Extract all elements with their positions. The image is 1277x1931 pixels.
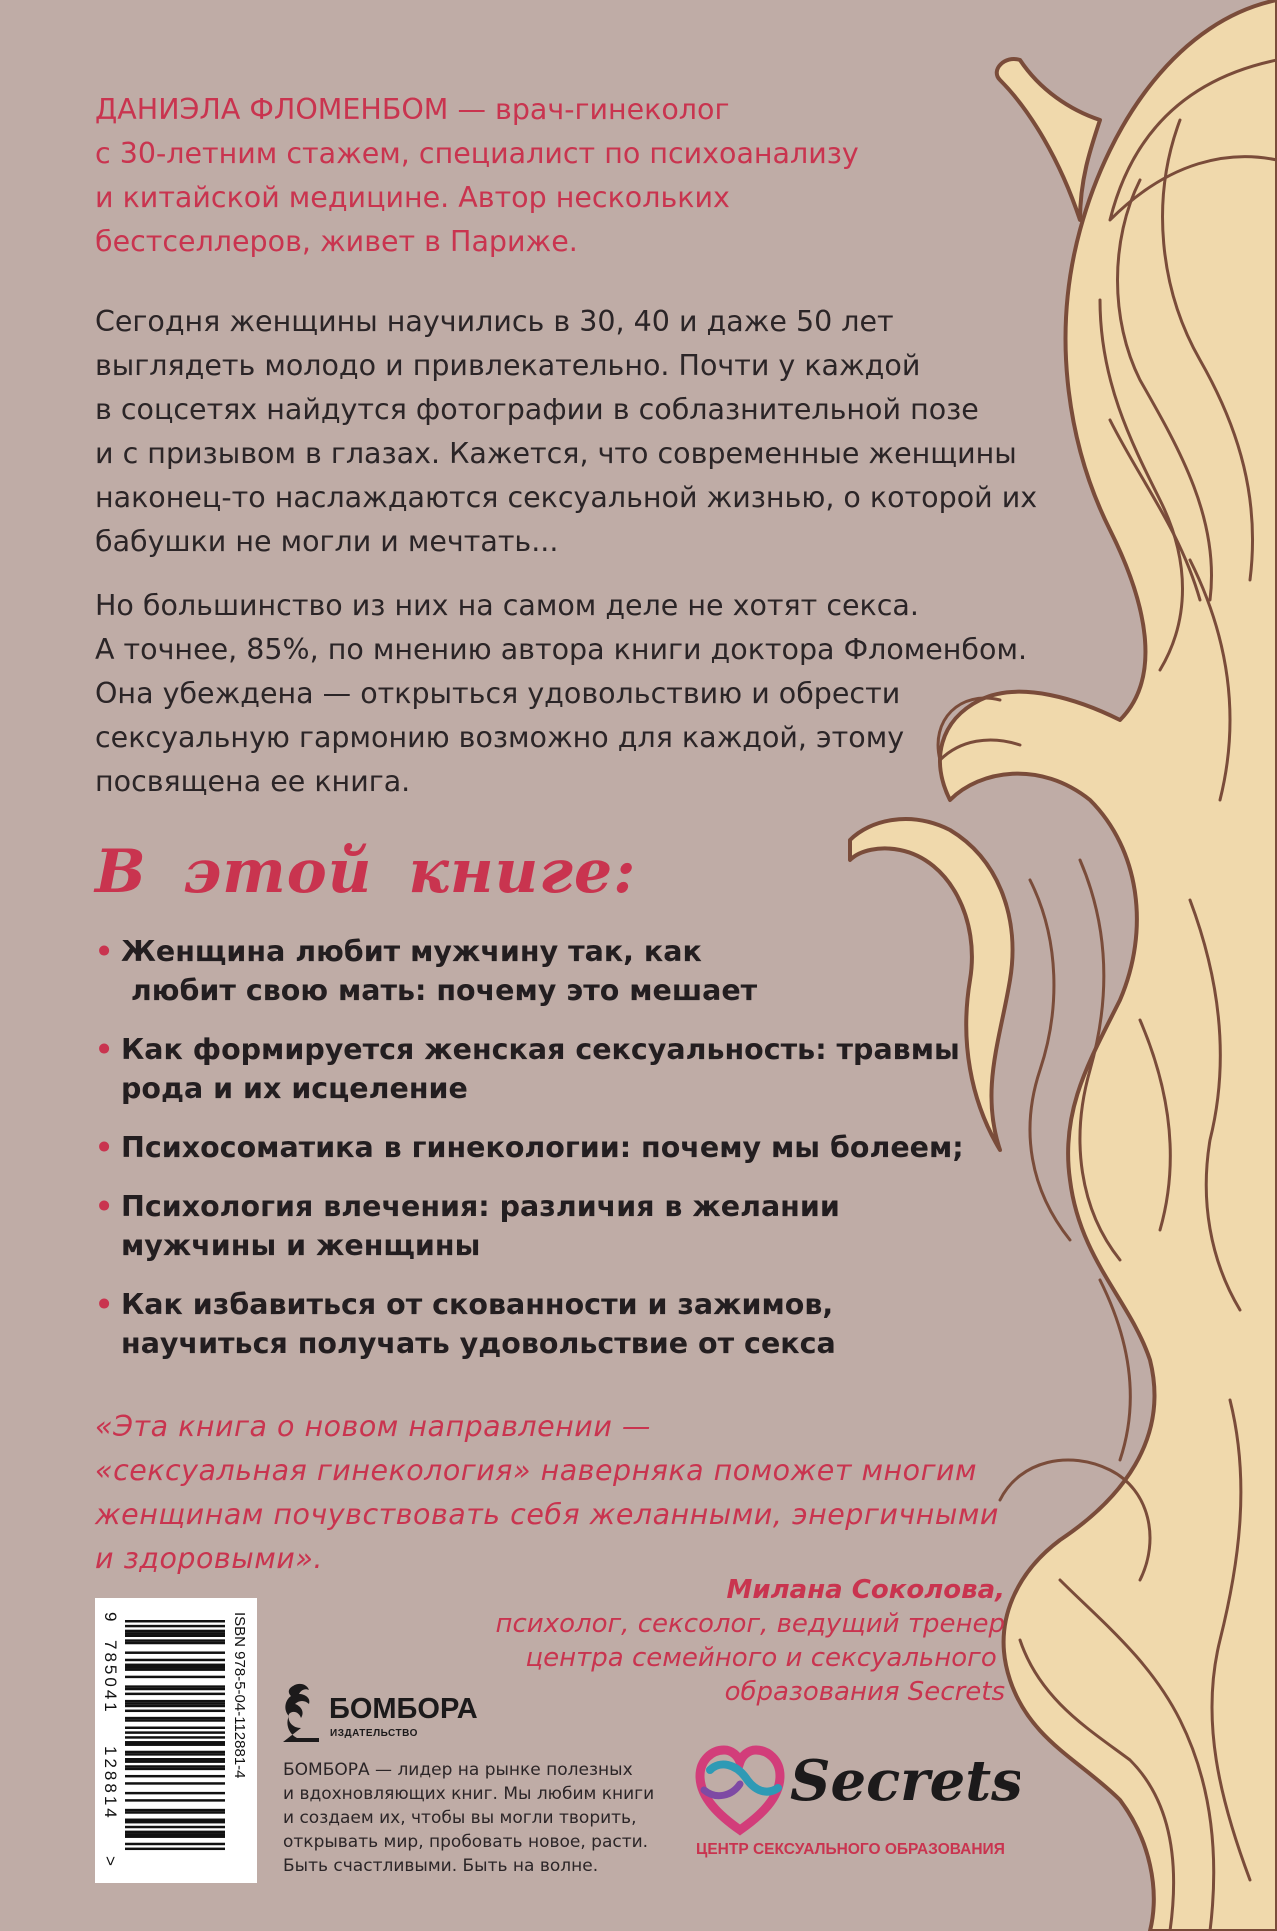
- list-item-line: Женщина любит мужчину так, как: [121, 935, 702, 968]
- author-bio-line: с 30-летним стажем, специалист по психоанализу: [95, 137, 859, 170]
- barcode-graphic: [95, 1598, 257, 1883]
- attribution-line: образования Secrets: [724, 1677, 1005, 1707]
- barcode-bar: [125, 1782, 225, 1784]
- barcode-bar: [125, 1799, 225, 1801]
- barcode-left-group: 785041: [101, 1640, 120, 1715]
- barcode-bar: [125, 1635, 225, 1637]
- barcode-bar: [125, 1666, 225, 1668]
- list-item-line: Психология влечения: различия в желании: [121, 1190, 840, 1223]
- barcode-bar: [125, 1819, 225, 1821]
- list-item-line: любит свою мать: почему это мешает: [121, 974, 758, 1007]
- paragraph-line: бабушки не могли и мечтать...: [95, 525, 559, 558]
- list-item: [95, 1030, 1035, 1108]
- paragraph-line: наконец-то наслаждаются сексуальной жизнью, о которой их: [95, 481, 1038, 514]
- barcode-bar: [125, 1705, 225, 1707]
- isbn-barcode: [95, 1598, 257, 1883]
- quote-line: «сексуальная гинекология» наверняка поможет многим: [95, 1454, 978, 1487]
- list-item-line: рода и их исцеление: [121, 1072, 468, 1105]
- barcode-bar: [125, 1741, 225, 1743]
- publisher-about-line: Быть счастливыми. Быть на волне.: [283, 1856, 599, 1876]
- barcode-bar: [125, 1809, 225, 1811]
- barcode-bar: [125, 1664, 225, 1666]
- barcode-bar: [125, 1630, 225, 1632]
- publisher-about-line: и создаем их, чтобы вы могли творить,: [283, 1808, 637, 1828]
- barcode-bar: [125, 1727, 225, 1729]
- barcode-bar: [125, 1710, 225, 1712]
- barcode-bar: [125, 1833, 225, 1835]
- barcode-bar: [125, 1753, 225, 1755]
- publisher-about-line: открывать мир, пробовать новое, расти.: [283, 1832, 649, 1852]
- list-item-line: Как избавиться от скованности и зажимов,: [121, 1288, 834, 1321]
- barcode-bar: [125, 1685, 225, 1687]
- barcode-bar: [125, 1792, 225, 1794]
- secrets-logo: [690, 1730, 1020, 1864]
- barcode-right-group: 128814: [101, 1746, 120, 1821]
- quote-line: «Эта книга о новом направлении —: [95, 1410, 651, 1443]
- barcode-bar: [125, 1693, 225, 1695]
- barcode-bar: [125, 1760, 225, 1762]
- heart-icon: [700, 1750, 780, 1830]
- description-paragraph-1: [95, 300, 1105, 564]
- review-quote: [95, 1405, 1095, 1581]
- barcode-bar: [125, 1848, 225, 1850]
- author-bio: [95, 88, 915, 264]
- secrets-logo-name: Secrets: [790, 1748, 1020, 1814]
- barcode-bar: [125, 1736, 225, 1738]
- barcode-bar: [125, 1659, 225, 1661]
- barcode-bar: [125, 1731, 225, 1733]
- bombora-logo-sub: ИЗДАТЕЛЬСТВО: [330, 1728, 418, 1739]
- publisher-about-line: БОМБОРА — лидер на рынке полезных: [283, 1760, 633, 1780]
- barcode-bar: [125, 1811, 225, 1813]
- bullet-mark: •: [95, 1131, 114, 1164]
- bullet-mark: •: [95, 1190, 114, 1223]
- paragraph-line: и с призывом в глазах. Кажется, что современные женщины: [95, 437, 1017, 470]
- barcode-bar: [125, 1843, 225, 1845]
- barcode-bar: [125, 1831, 225, 1833]
- list-item: [95, 1187, 1035, 1265]
- contents-list: [95, 932, 1035, 1383]
- description-paragraph-2: [95, 584, 1105, 804]
- attribution-line: центра семейного и сексуального: [525, 1643, 1005, 1673]
- bullet-mark: •: [95, 1033, 114, 1066]
- paragraph-line: посвящена ее книга.: [95, 765, 411, 798]
- quote-attribution: [496, 1573, 1006, 1709]
- barcode-bar: [125, 1625, 225, 1627]
- barcode-bar: [125, 1821, 225, 1823]
- barcode-bar: [125, 1717, 225, 1719]
- bullet-mark: •: [95, 1288, 114, 1321]
- barcode-bar: [125, 1676, 225, 1678]
- barcode-arrow: >: [101, 1856, 120, 1866]
- barcode-bar: [125, 1632, 225, 1634]
- barcode-bar: [125, 1751, 225, 1753]
- quote-line: и здоровыми».: [95, 1542, 323, 1575]
- attribution-name: Милана Соколова,: [726, 1575, 1005, 1605]
- list-item: [95, 1285, 1035, 1363]
- paragraph-line: сексуальную гармонию возможно для каждой, этому: [95, 721, 905, 754]
- barcode-bar: [125, 1826, 225, 1828]
- barcode-bar: [125, 1702, 225, 1704]
- paragraph-line: выглядеть молодо и привлекательно. Почти у каждой: [95, 349, 921, 382]
- paragraph-line: Сегодня женщины научились в 30, 40 и даже 50 лет: [95, 305, 894, 338]
- author-bio-line: ДАНИЭЛА ФЛОМЕНБОМ — врач-гинеколог: [95, 93, 730, 126]
- paragraph-line: А точнее, 85%, по мнению автора книги доктора Фломенбом.: [95, 633, 1027, 666]
- barcode-bar: [125, 1768, 225, 1770]
- paragraph-line: в соцсетях найдутся фотографии в соблазнительной позе: [95, 393, 979, 426]
- list-item: [95, 932, 1035, 1010]
- barcode-bar: [125, 1743, 225, 1745]
- bullet-mark: •: [95, 935, 114, 968]
- barcode-bar: [125, 1668, 225, 1670]
- barcode-first-digit: 9: [101, 1612, 120, 1622]
- list-item-line: научиться получать удовольствие от секса: [121, 1327, 836, 1360]
- author-bio-line: бестселлеров, живет в Париже.: [95, 225, 578, 258]
- barcode-bar: [125, 1688, 225, 1690]
- list-item-line: мужчины и женщины: [121, 1229, 481, 1262]
- paragraph-line: Но большинство из них на самом деле не хотят секса.: [95, 589, 919, 622]
- publisher-about-line: и вдохновляющих книг. Мы любим книги: [283, 1784, 655, 1804]
- attribution-line: психолог, сексолог, ведущий тренер: [495, 1609, 1005, 1639]
- list-item-line: Как формируется женская сексуальность: травмы: [121, 1033, 960, 1066]
- barcode-bar: [125, 1642, 225, 1644]
- publisher-about: [283, 1758, 663, 1878]
- list-item: [95, 1128, 1035, 1167]
- barcode-bar: [125, 1835, 225, 1837]
- barcode-bar: [125, 1719, 225, 1721]
- barcode-bar: [125, 1700, 225, 1702]
- barcode-bar: [125, 1620, 225, 1622]
- bombora-logo: [279, 1680, 499, 1754]
- bombora-logo-name: БОМБОРА: [329, 1693, 478, 1725]
- section-heading: В этой книге:: [95, 837, 637, 907]
- isbn-label: ISBN 978-5-04-112881-4: [231, 1612, 248, 1779]
- barcode-bar: [125, 1758, 225, 1760]
- quote-line: женщинам почувствовать себя желанными, энергичными: [95, 1498, 999, 1531]
- barcode-bar: [125, 1775, 225, 1777]
- barcode-bar: [125, 1639, 225, 1641]
- paragraph-line: Она убеждена — открыться удовольствию и обрести: [95, 677, 901, 710]
- author-bio-line: и китайской медицине. Автор нескольких: [95, 181, 730, 214]
- secrets-logo-tagline: ЦЕНТР СЕКСУАЛЬНОГО ОБРАЗОВАНИЯ: [696, 1841, 1005, 1858]
- list-item-line: Психосоматика в гинекологии: почему мы болеем;: [121, 1131, 964, 1164]
- barcode-bar: [125, 1765, 225, 1767]
- barcode-bar: [125, 1651, 225, 1653]
